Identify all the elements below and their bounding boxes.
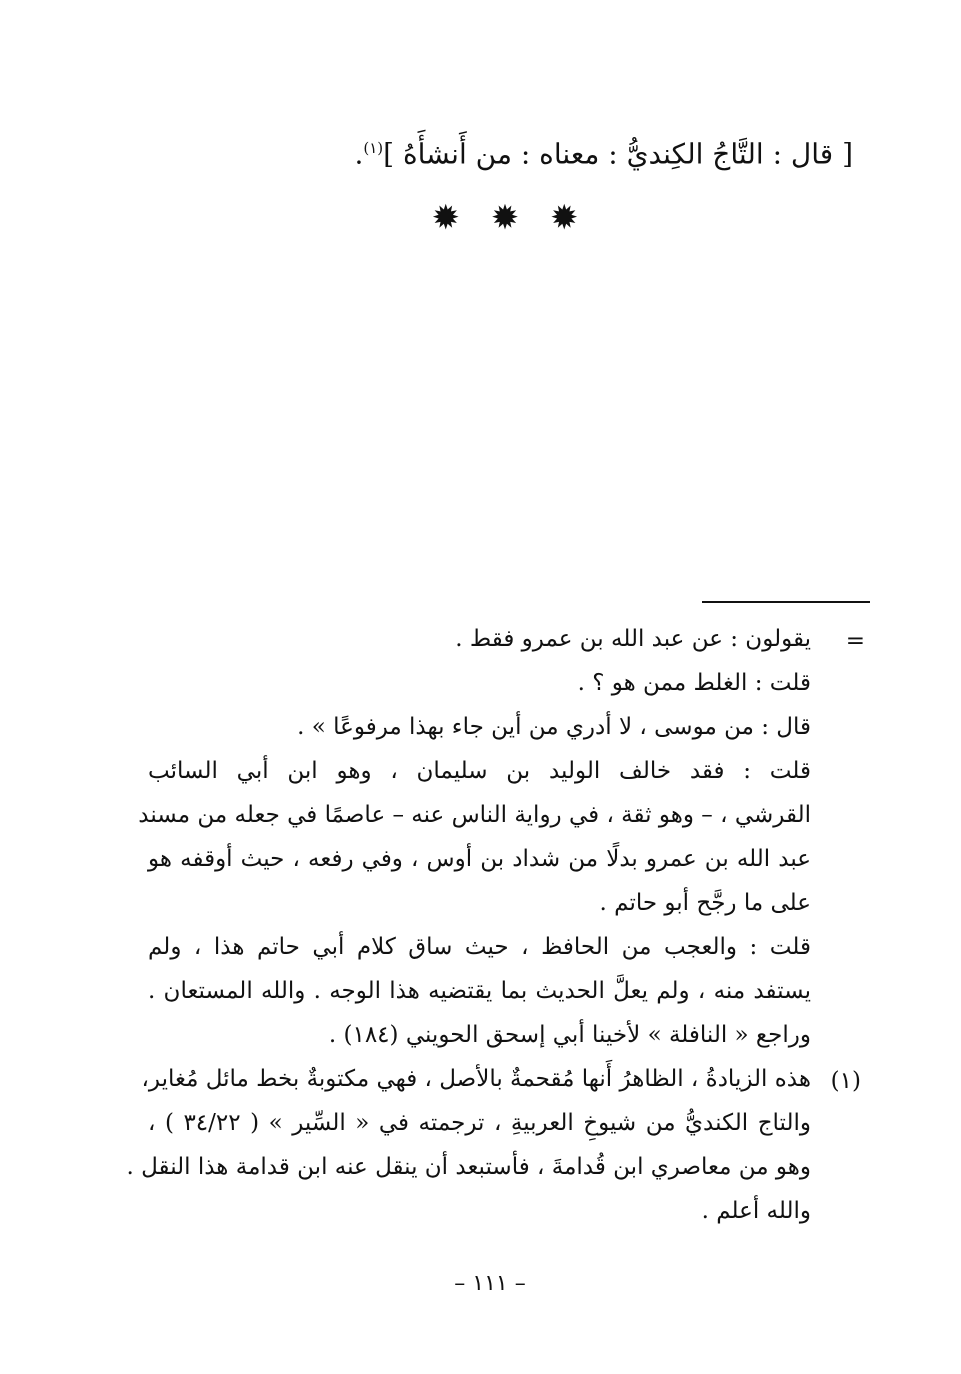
footnote-rule [702, 601, 870, 603]
footnote-number: (١) [830, 1068, 861, 1094]
footnote-line: وراجع « النافلة » لأخينا أبي إسحق الحويني (١٨٤) . [328, 1022, 811, 1048]
continuation-marker: = [845, 628, 865, 654]
footnote-line: قلت : الغلط ممن هو ؟ . [577, 670, 811, 696]
page-number: – ١١١ – [454, 1271, 526, 1296]
footnote-line: قلت : فقد خالف الوليد بن سليمان ، وهو ابن أبي السائب [148, 758, 811, 784]
footnote-line: والتاج الكنديُّ من شيوخِ العربيةِ ، ترجمته في « السِّير » ( ٣٤/٢٢ ) ، [148, 1110, 811, 1136]
footnote-line: والله أعلم . [701, 1198, 811, 1224]
footnote-line: عبد الله بن عمرو بدلًا من شداد بن أوس ، وفي رفعه ، حيث أوقفه هو [148, 846, 811, 872]
footnote-line: على ما رجَّح أبو حاتم . [599, 890, 811, 916]
footnote-line: يستفد منه ، ولم يعلَّ الحديث بما يقتضيه هذا الوجه . والله المستعان . [148, 978, 811, 1004]
footnote-line: وهو من معاصري ابن قُدامةَ ، فأستبعد أن ينقل عنه ابن قدامة هذا النقل . [126, 1154, 811, 1180]
section-heading [293, 128, 853, 174]
footnote-line: قلت : والعجب من الحافظ ، حيث ساق كلام أبي حاتم هذا ، ولم [148, 934, 811, 960]
footnote-reference: (١) [363, 139, 384, 157]
footnote-line: هذه الزيادةُ ، الظاهرُ أَنها مُقحمةٌ بالأصل ، فهي مكتوبةٌ بخط مائل مُغاير، [141, 1066, 811, 1092]
footnote-line: قال : من موسى ، لا أدري من أين جاء بهذا مرفوعًا » . [297, 714, 811, 740]
ornament-separator: ✹ ✹ ✹ [431, 198, 589, 238]
heading-text: [ قال : التَّاجُ الكِنديُّ : معناه : من أَنشأَهُ ] [383, 137, 853, 171]
footnote-line: القرشي ، – وهو ثقة ، في رواية الناس عنه – عاصمًا في جعله من مسند [138, 802, 811, 828]
heading-end-mark: . [354, 137, 364, 171]
footnote-line: يقولون : عن عبد الله بن عمرو فقط . [455, 626, 811, 652]
